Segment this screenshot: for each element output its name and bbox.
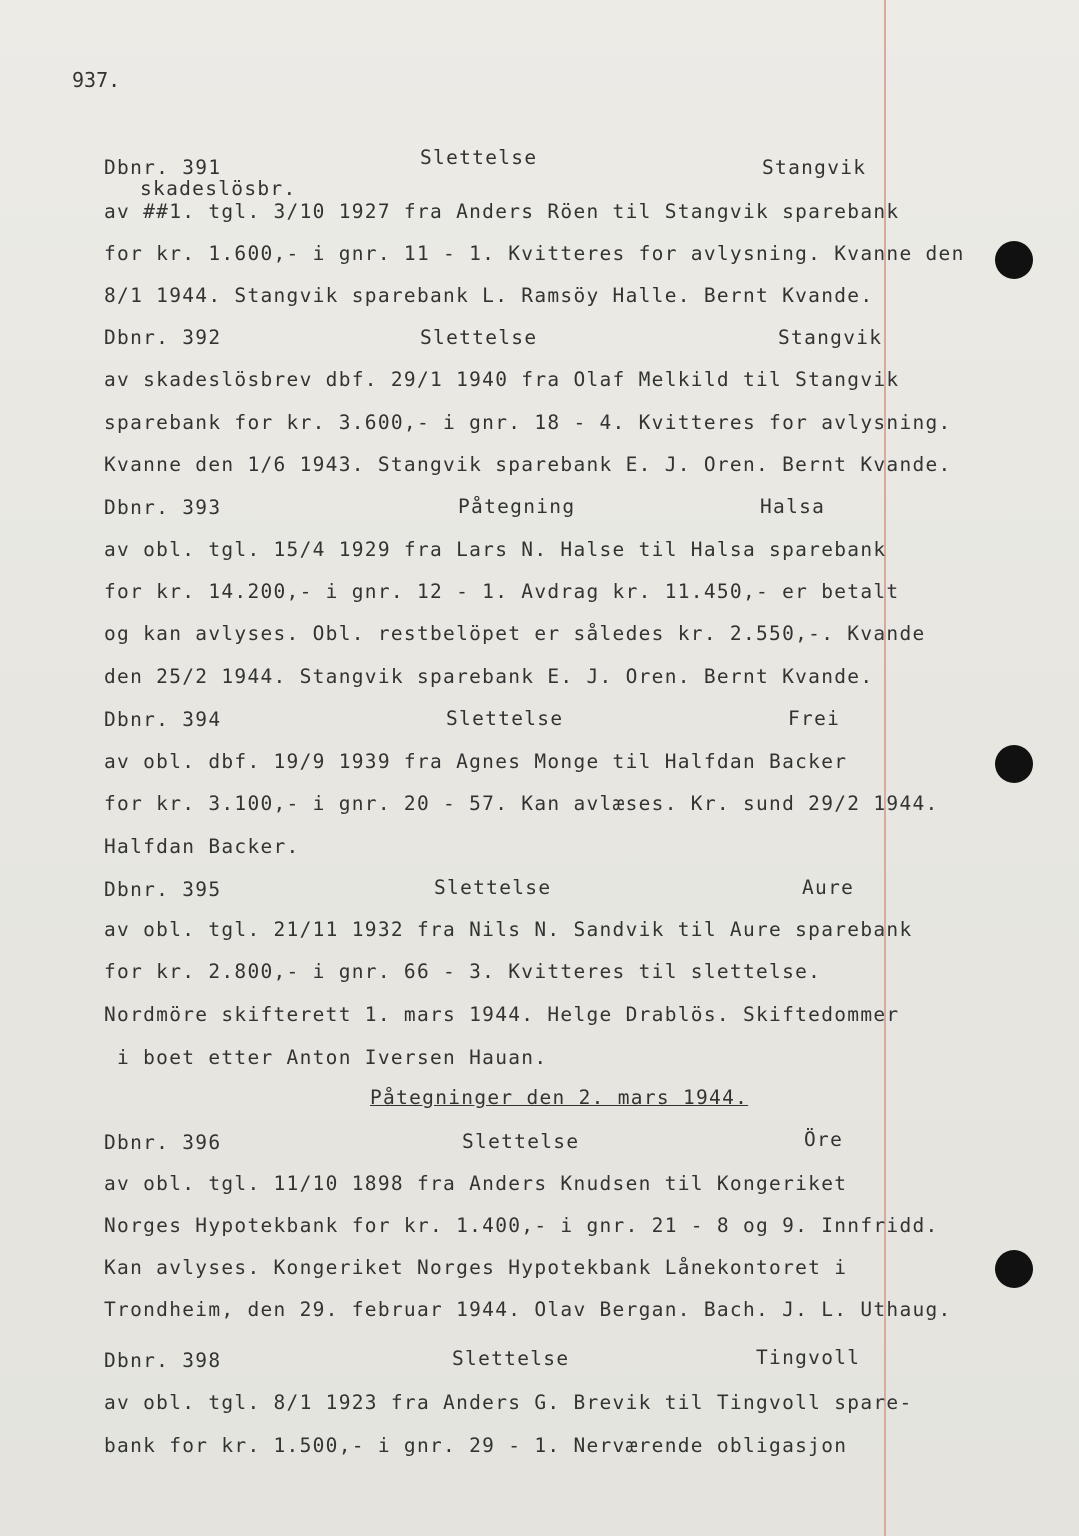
entry-type: Slettelse (434, 876, 552, 899)
entry-line: og kan avlyses. Obl. restbelöpet er således kr. 2.550,-. Kvande (104, 622, 926, 645)
entry-line: av obl. tgl. 11/10 1898 fra Anders Knudsen til Kongeriket (104, 1172, 848, 1195)
entry-line: Halfdan Backer. (104, 835, 300, 858)
entry-number: Dbnr. 396 (104, 1131, 222, 1154)
entry-line: i boet etter Anton Iversen Hauan. (104, 1046, 548, 1069)
entry-place: Stangvik (762, 156, 867, 179)
entry-place: Stangvik (778, 326, 883, 349)
entry-number: Dbnr. 391 (104, 156, 222, 179)
punch-hole (995, 745, 1033, 783)
entry-line: bank for kr. 1.500,- i gnr. 29 - 1. Nerværende obligasjon (104, 1434, 848, 1457)
entry-place: Halsa (760, 495, 826, 518)
entry-number: Dbnr. 394 (104, 708, 222, 731)
entry-number: Dbnr. 395 (104, 878, 222, 901)
entry-line: av obl. dbf. 19/9 1939 fra Agnes Monge til Halfdan Backer (104, 750, 848, 773)
entry-line: for kr. 14.200,- i gnr. 12 - 1. Avdrag kr. 11.450,- er betalt (104, 580, 900, 603)
entry-line: av obl. tgl. 21/11 1932 fra Nils N. Sandvik til Aure sparebank (104, 918, 913, 941)
entry-line: 8/1 1944. Stangvik sparebank L. Ramsöy Halle. Bernt Kvande. (104, 284, 874, 307)
entry-line: av ##1. tgl. 3/10 1927 fra Anders Röen til Stangvik sparebank (104, 200, 900, 223)
entry-line: Nordmöre skifterett 1. mars 1944. Helge Drablös. Skiftedommer (104, 1003, 900, 1026)
entry-type: Slettelse (420, 326, 538, 349)
entry-line: Trondheim, den 29. februar 1944. Olav Bergan. Bach. J. L. Uthaug. (104, 1298, 952, 1321)
entry-place: Tingvoll (756, 1346, 861, 1369)
entry-line: Kan avlyses. Kongeriket Norges Hypotekbank Lånekontoret i (104, 1256, 848, 1279)
entry-type: Slettelse (462, 1130, 580, 1153)
entry-line: Kvanne den 1/6 1943. Stangvik sparebank E. J. Oren. Bernt Kvande. (104, 453, 952, 476)
page-number: 937. (72, 68, 121, 92)
entry-line: for kr. 1.600,- i gnr. 11 - 1. Kvitteres for avlysning. Kvanne den (104, 242, 965, 265)
entry-place: Öre (804, 1128, 844, 1151)
entry-number: Dbnr. 392 (104, 326, 222, 349)
entry-note: skadeslösbr. (140, 177, 297, 200)
entry-number: Dbnr. 398 (104, 1349, 222, 1372)
entry-line: for kr. 2.800,- i gnr. 66 - 3. Kvitteres til slettelse. (104, 960, 822, 983)
punch-hole (995, 1250, 1033, 1288)
entry-type: Slettelse (452, 1347, 570, 1370)
section-heading: Påtegninger den 2. mars 1944. (370, 1086, 749, 1109)
entry-type: Påtegning (458, 495, 576, 518)
entry-type: Slettelse (420, 146, 538, 169)
punch-hole (995, 241, 1033, 279)
entry-number: Dbnr. 393 (104, 496, 222, 519)
entry-line: av obl. tgl. 8/1 1923 fra Anders G. Brevik til Tingvoll spare- (104, 1391, 913, 1414)
entry-line: den 25/2 1944. Stangvik sparebank E. J. Oren. Bernt Kvande. (104, 665, 874, 688)
entry-line: sparebank for kr. 3.600,- i gnr. 18 - 4. Kvitteres for avlysning. (104, 411, 952, 434)
entry-line: Norges Hypotekbank for kr. 1.400,- i gnr. 21 - 8 og 9. Innfridd. (104, 1214, 939, 1237)
entry-line: av obl. tgl. 15/4 1929 fra Lars N. Halse til Halsa sparebank (104, 538, 887, 561)
entry-line: av skadeslösbrev dbf. 29/1 1940 fra Olaf Melkild til Stangvik (104, 368, 900, 391)
entry-type: Slettelse (446, 707, 564, 730)
entry-line: for kr. 3.100,- i gnr. 20 - 57. Kan avlæses. Kr. sund 29/2 1944. (104, 792, 939, 815)
entry-place: Aure (802, 876, 855, 899)
entry-place: Frei (788, 707, 841, 730)
